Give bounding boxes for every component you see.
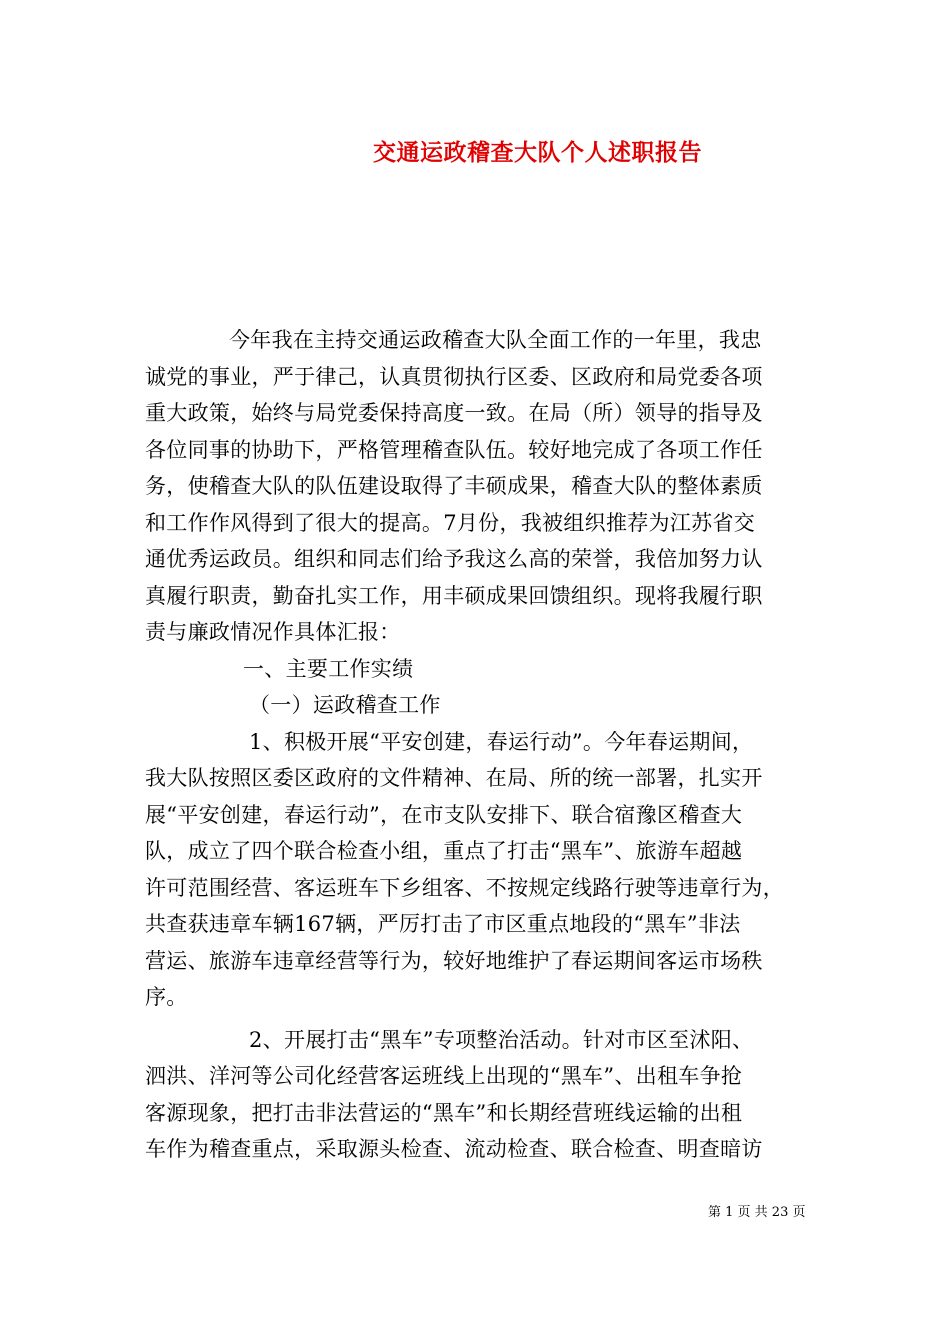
paragraph-line: 我大队按照区委区政府的文件精神、在局、所的统一部署，扎实开: [145, 766, 763, 790]
paragraph-line: 营运、旅游车违章经营等行为，较好地维护了春运期间客运市场秩: [145, 948, 763, 973]
document-body: [145, 322, 810, 1168]
paragraph-line: 许可范围经营、客运班车下乡组客、不按规定线路行驶等违章行为，: [145, 875, 784, 900]
paragraph-line: 重大政策，始终与局党委保持高度一致。在局（所）领导的指导及: [145, 401, 763, 425]
paragraph-line: 展“平安创建，春运行动”，在市支队安排下、联合宿豫区稽查大: [145, 802, 743, 827]
paragraph-line: 客源现象，把打击非法营运的“黑车”和长期经营班线运输的出租: [145, 1100, 743, 1125]
paragraph-line: 务，使稽查大队的队伍建设取得了丰硕成果，稽查大队的整体素质: [145, 474, 763, 498]
paragraph-line: 责与廉政情况作具体汇报：: [145, 620, 401, 644]
section-heading: 一、主要工作实绩: [243, 656, 414, 681]
paragraph-line: 真履行职责，勤奋扎实工作，用丰硕成果回馈组织。现将我履行职: [145, 583, 763, 608]
paragraph-line: 今年我在主持交通运政稽查大队全面工作的一年里，我忠: [229, 328, 762, 352]
paragraph-line: 通优秀运政员。组织和同志们给予我这么高的荣誉，我倍加努力认: [145, 547, 763, 571]
paragraph-line: 各位同事的协助下，严格管理稽查队伍。较好地完成了各项工作任: [145, 437, 763, 462]
paragraph-line: 序。: [145, 985, 188, 1009]
paragraph-line: 和工作作风得到了很大的提高。7月份，我被组织推荐为江苏省交: [145, 510, 756, 535]
paragraph-line: 泗洪、洋河等公司化经营客运班线上出现的“黑车”、出租车争抢: [145, 1064, 743, 1088]
paragraph-line: 队，成立了四个联合检查小组，重点了打击“黑车”、旅游车超越: [145, 839, 743, 863]
paragraph-line: 1、积极开展“平安创建，春运行动”。今年春运期间，: [249, 729, 754, 754]
page-number: 第 1 页 共 23 页: [708, 1205, 806, 1220]
subsection-heading: （一）运政稽查工作: [249, 693, 441, 717]
paragraph-line: 共查获违章车辆167辆，严厉打击了市区重点地段的“黑车”非法: [145, 912, 741, 936]
paragraph-line: 2、开展打击“黑车”专项整治活动。针对市区至沭阳、: [249, 1027, 754, 1052]
document-title: 交通运政稽查大队个人述职报告: [373, 139, 702, 166]
paragraph-line: 车作为稽查重点，采取源头检查、流动检查、联合检查、明查暗访: [145, 1137, 763, 1161]
paragraph-line: 诚党的事业，严于律己，认真贯彻执行区委、区政府和局党委各项: [145, 364, 763, 389]
